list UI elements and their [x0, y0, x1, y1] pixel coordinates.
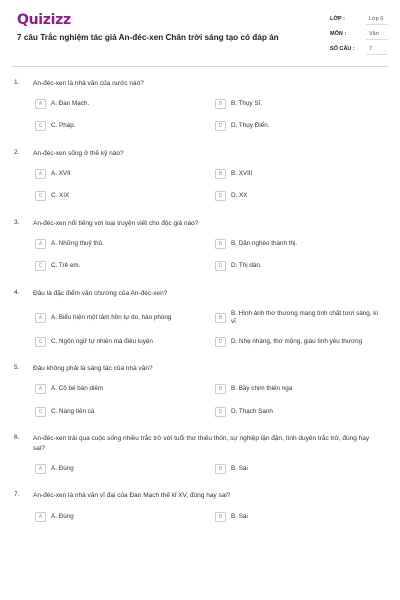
option-text: A. Đan Mạch. [51, 100, 90, 107]
option-text: A. Đúng [51, 465, 74, 472]
question-text: An-đéc-xen nổi tiếng với loại truyện viết cho độc giả nào? [33, 220, 199, 227]
option-text: C. Pháp. [51, 122, 76, 129]
worksheet-title: 7 câu Trắc nghiệm tác giả An-đéc-xen Chân trời sáng tạo có đáp án [17, 33, 279, 42]
option-text: D. XX [231, 192, 248, 199]
option-letter-box: D [215, 337, 226, 347]
question-number: 4. [14, 289, 20, 296]
option-text: C. Nàng tiên cá [51, 408, 95, 415]
meta-subject-label: MÔN : [330, 31, 347, 37]
option-text: B. Bầy chim thiên nga [231, 385, 293, 392]
option-text: C. Trẻ em. [51, 262, 81, 269]
meta-grade-label: LỚP : [330, 16, 345, 22]
meta-subject [330, 29, 388, 44]
option-letter-box: B [215, 512, 226, 522]
option-letter-box: B [215, 169, 226, 179]
meta-grade [330, 14, 388, 29]
option-text: A. Đúng [51, 513, 74, 520]
meta-count-label: SỐ CÂU : [330, 46, 355, 52]
option-text: C. XIX [51, 192, 70, 199]
option-text: C. Ngôn ngữ tự nhiên mà điêu luyện [51, 338, 153, 345]
option-letter-box: B [215, 313, 226, 323]
option-text: D. Thụy Điển. [231, 122, 270, 129]
option-letter-box: C [35, 191, 46, 201]
option-letter-box: D [215, 407, 226, 417]
question-number: 6. [14, 434, 20, 441]
option-text: B. Sai [231, 465, 248, 472]
question-text: Đâu là đặc điểm văn chương của An-đéc-xen? [33, 290, 168, 297]
option-text: D. Thị dân. [231, 262, 262, 269]
question-text: An-đéc-xen là nhà văn của nước nào? [33, 80, 144, 87]
header-divider [12, 66, 388, 67]
question-text: An-đéc-xen trải qua cuộc sống nhiều trắc trở với tuổi thơ thiếu thốn, sự nghiệp lận đận, tình duyên trắc trở, đúng hay sai? [33, 435, 370, 452]
option-text: A. Cô bé bán diêm [51, 385, 104, 392]
option-letter-box: C [35, 121, 46, 131]
option-letter-box: D [215, 261, 226, 271]
quizizz-logo: Quizizz [17, 12, 71, 28]
option-letter-box: A [35, 512, 46, 522]
option-letter-box: A [35, 313, 46, 323]
option-letter-box: A [35, 464, 46, 474]
option-text: D. Thạch Sanh [231, 408, 273, 415]
option-text: A. XVII [51, 170, 71, 177]
option-text: B. Thụy Sĩ. [231, 100, 263, 107]
question-text: Đâu không phải là sáng tác của nhà văn? [33, 365, 153, 372]
meta-grade-value: Lớp 6 [366, 14, 388, 25]
option-letter-box: B [215, 239, 226, 249]
question-number: 3. [14, 219, 20, 226]
option-letter-box: D [215, 121, 226, 131]
meta-subject-value: Văn [366, 29, 388, 40]
option-text: D. Nhẹ nhàng, thơ mộng, giàu tình yêu thương [231, 338, 363, 345]
option-letter-box: C [35, 407, 46, 417]
option-letter-box: C [35, 261, 46, 271]
option-letter-box: B [215, 99, 226, 109]
option-letter-box: B [215, 464, 226, 474]
option-letter-box: A [35, 384, 46, 394]
option-letter-box: A [35, 239, 46, 249]
question-number: 2. [14, 149, 20, 156]
worksheet-header [0, 0, 400, 66]
question-text: An-đéc-xen sống ở thế kỷ nào? [33, 150, 124, 157]
option-letter-box: C [35, 337, 46, 347]
option-letter-box: B [215, 384, 226, 394]
question-text: An-đéc-xen là nhà văn vĩ đại của Đan Mạch thế kỉ XV, đúng hay sai? [33, 492, 231, 499]
question-number: 5. [14, 364, 20, 371]
option-text: A. Biểu hiện một tâm hồn tự do, hào phóng [51, 314, 172, 321]
option-text: B. XVIII [231, 170, 253, 177]
option-text: B. Sai [231, 513, 248, 520]
option-text: B. Hình ảnh thơ thương mang tính chất tươi sáng, kì vĩ [231, 310, 379, 325]
question-number: 7. [14, 491, 20, 498]
question-number: 1. [14, 79, 20, 86]
option-text: A. Những thuỷ thủ. [51, 240, 104, 247]
worksheet-meta [330, 14, 388, 59]
meta-count-value: 7 [366, 44, 388, 55]
option-letter-box: D [215, 191, 226, 201]
option-text: B. Dân nghèo thành thị. [231, 240, 298, 247]
meta-count [330, 44, 388, 59]
option-letter-box: A [35, 99, 46, 109]
option-letter-box: A [35, 169, 46, 179]
